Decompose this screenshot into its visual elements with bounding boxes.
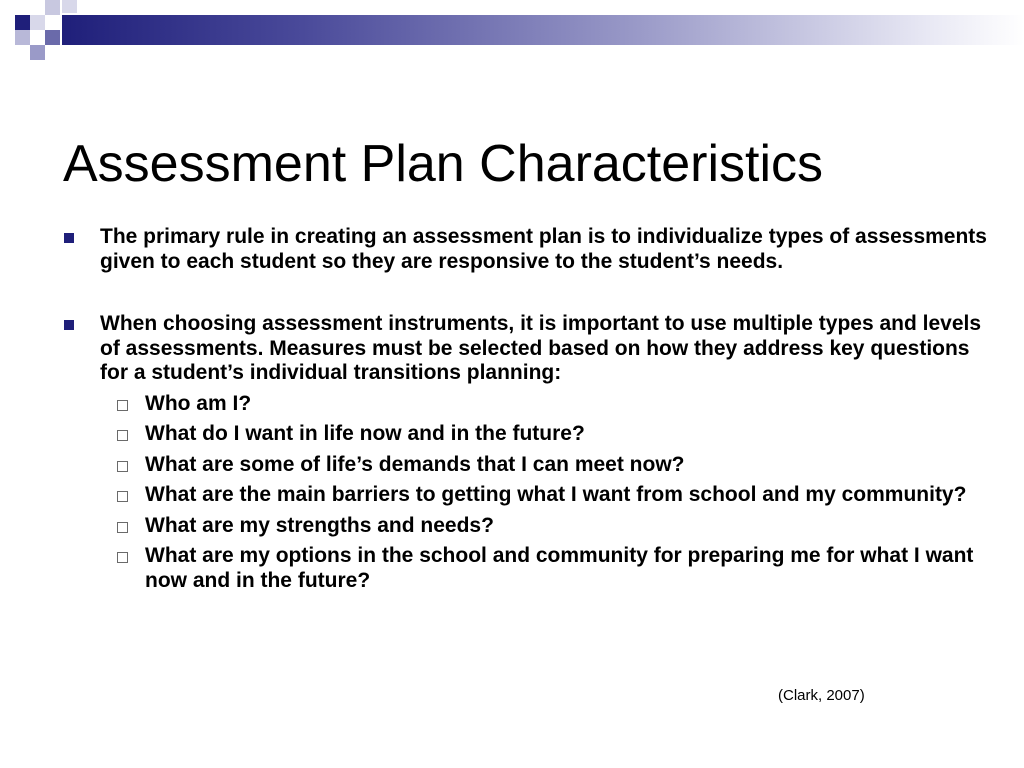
decorative-square: [45, 30, 60, 45]
hollow-square-bullet-icon: [117, 552, 128, 563]
hollow-square-bullet-icon: [117, 400, 128, 411]
decorative-square: [45, 0, 60, 15]
bullet-text: The primary rule in creating an assessment plan is to individualize types of assessments given to each student so they are responsive to the student’s needs.: [100, 225, 987, 273]
sub-bullet-item: [82, 453, 992, 478]
hollow-square-bullet-icon: [117, 430, 128, 441]
bullet-item: [62, 312, 992, 386]
sub-bullet-text: What are my strengths and needs?: [145, 513, 494, 537]
decorative-square: [15, 15, 30, 30]
sub-bullet-item: [82, 392, 992, 417]
hollow-square-bullet-icon: [117, 491, 128, 502]
decorative-square: [30, 45, 45, 60]
citation: (Clark, 2007): [778, 687, 865, 704]
bullet-text: When choosing assessment instruments, it is important to use multiple types and levels of assessments. Measures must be selected based on how they address key questions for a student’s individual transitions planning:: [100, 312, 982, 384]
decorative-square: [30, 15, 45, 30]
sub-bullet-text: What are my options in the school and community for preparing me for what I want now and in the future?: [145, 544, 974, 592]
sub-bullet-text: What do I want in life now and in the future?: [145, 422, 585, 445]
bullet-item: [62, 225, 992, 274]
decorative-header: [0, 0, 1024, 70]
slide-content: [62, 225, 992, 593]
sub-bullet-text: What are the main barriers to getting what I want from school and my community?: [145, 483, 967, 506]
decorative-square: [15, 30, 30, 45]
sub-bullet-item: [82, 544, 992, 593]
sub-bullet-item: [82, 422, 992, 447]
square-bullet-icon: [64, 320, 74, 330]
decorative-gradient-bar: [62, 15, 1024, 45]
hollow-square-bullet-icon: [117, 522, 128, 533]
square-bullet-icon: [64, 233, 74, 243]
sub-bullet-text: Who am I?: [145, 391, 252, 415]
decorative-square: [62, 0, 77, 13]
hollow-square-bullet-icon: [117, 461, 128, 472]
slide-title: Assessment Plan Characteristics: [63, 134, 824, 193]
sub-bullet-item: [82, 483, 992, 508]
sub-bullet-item: [82, 514, 992, 539]
sub-bullet-text: What are some of life’s demands that I can meet now?: [145, 452, 685, 476]
sub-bullet-list: [82, 392, 992, 594]
